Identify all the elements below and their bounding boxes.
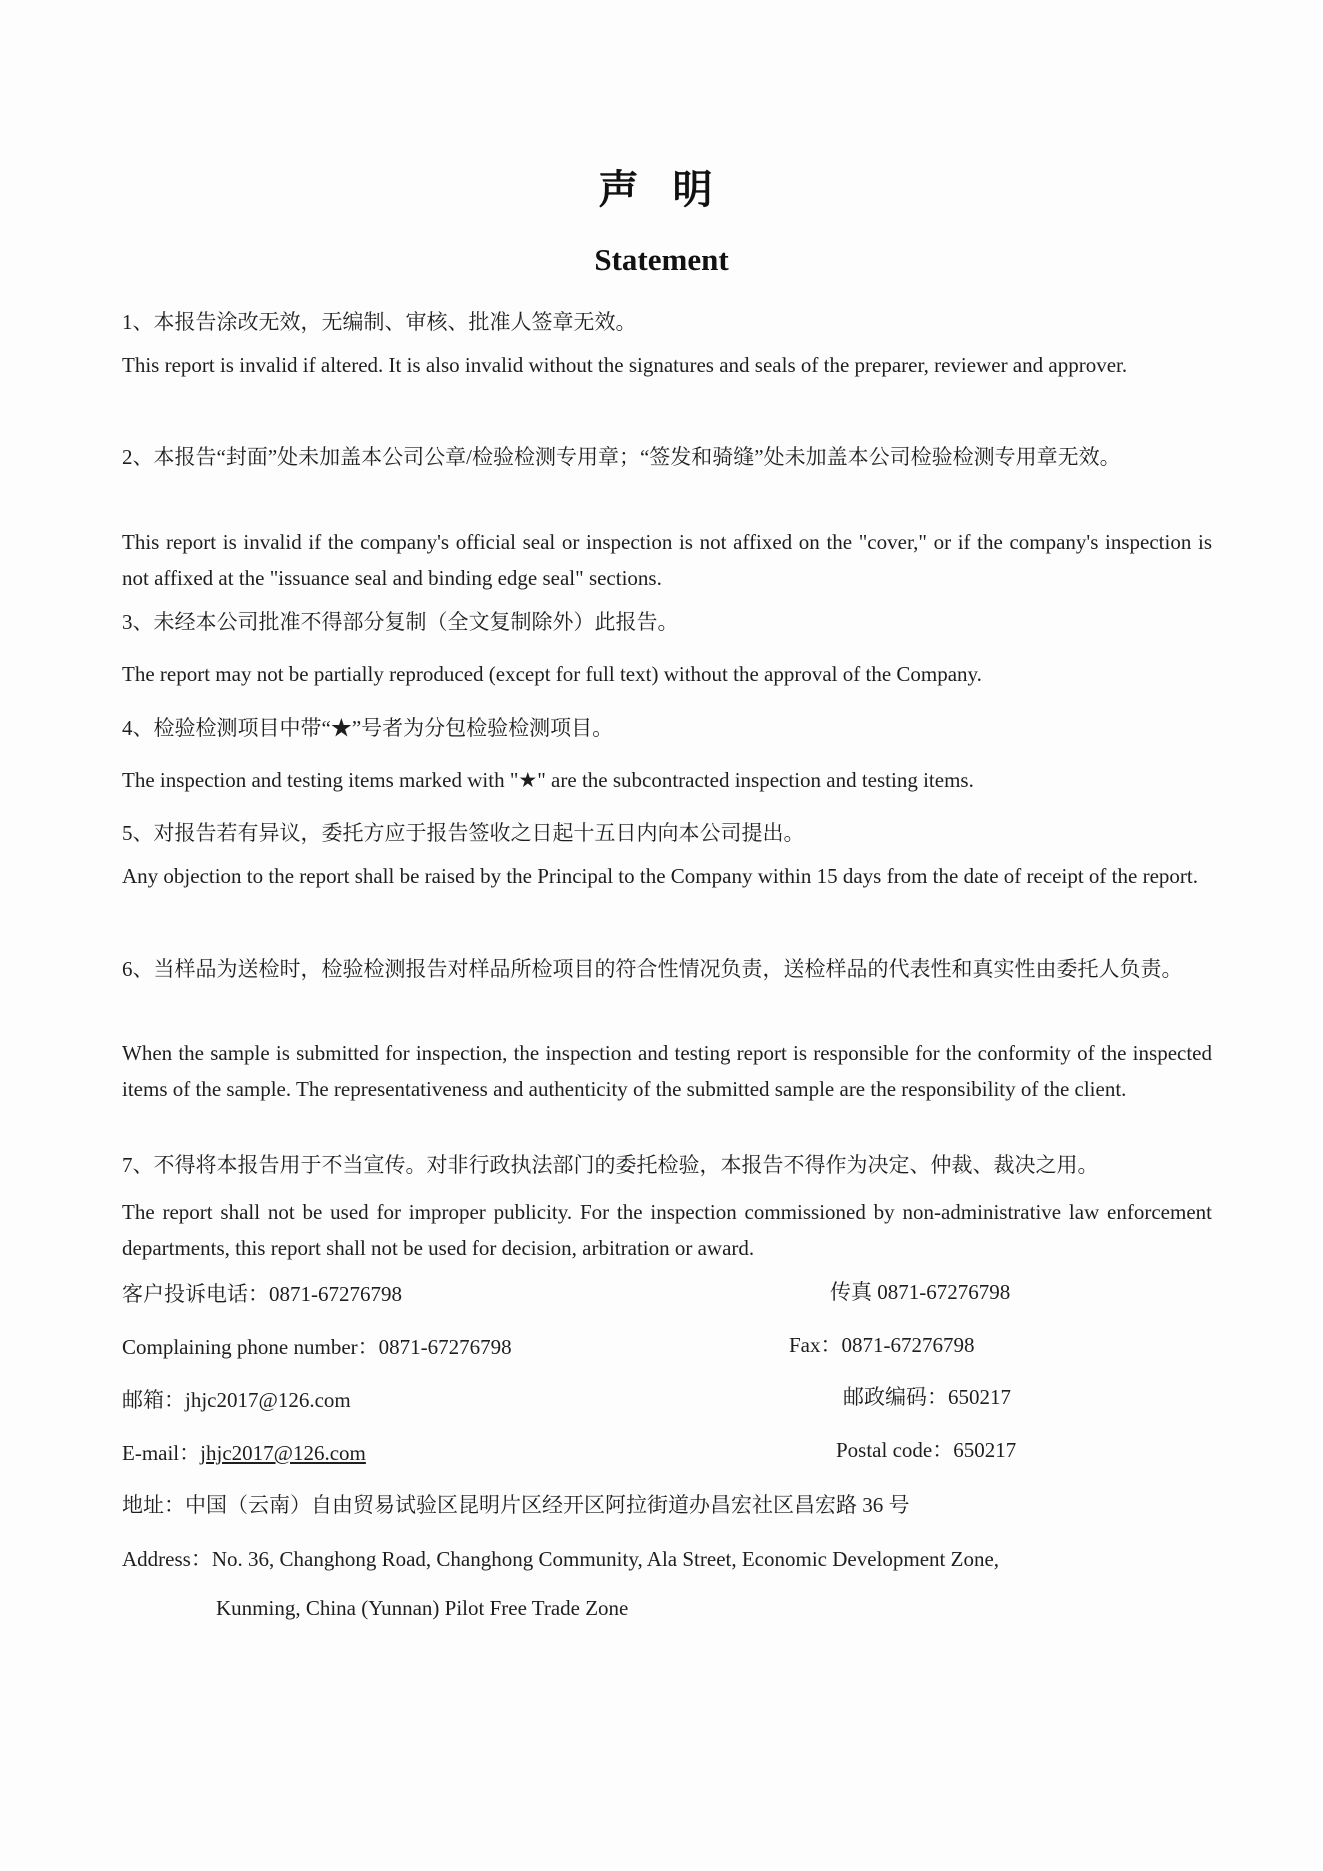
fax-cn: 传真 0871-67276798 xyxy=(830,1280,1011,1304)
statement-item-1-en: This report is invalid if altered. It is also invalid without the signatures and seals of the preparer, reviewer and approver. xyxy=(122,353,1128,377)
statement-item-5-en: Any objection to the report shall be raised by the Principal to the Company within 15 days from the date of receipt of the report. xyxy=(122,864,1198,888)
complaint-phone-en: Complaining phone number：0871-67276798 xyxy=(122,1335,512,1359)
statement-item-4-en: The inspection and testing items marked with "★" are the subcontracted inspection and testing items. xyxy=(122,768,974,792)
statement-item-7-en: The report shall not be used for improper publicity. For the inspection commissioned by non-administrative law enforcement departments, this report shall not be used for decision, arbitration or award. xyxy=(122,1200,1212,1260)
statement-item-1-cn: 1、本报告涂改无效，无编制、审核、批准人签章无效。 xyxy=(122,310,637,334)
postal-code-cn: 邮政编码：650217 xyxy=(843,1385,1011,1409)
email-link[interactable]: jhjc2017@126.com xyxy=(200,1441,366,1465)
statement-item-6-cn: 6、当样品为送检时，检验检测报告对样品所检项目的符合性情况负责，送检样品的代表性和真实性由委托人负责。 xyxy=(122,957,1183,981)
email-en-label: E-mail： xyxy=(122,1441,201,1465)
address-cn: 地址：中国（云南）自由贸易试验区昆明片区经开区阿拉街道办昌宏社区昌宏路 36 号 xyxy=(122,1493,910,1517)
email-en xyxy=(122,1437,366,1467)
address-en-line2: Kunming, China (Yunnan) Pilot Free Trade Zone xyxy=(216,1596,629,1620)
page-title-en: Statement xyxy=(594,242,729,277)
fax-en: Fax：0871-67276798 xyxy=(789,1333,975,1357)
statement-item-3-cn: 3、未经本公司批准不得部分复制（全文复制除外）此报告。 xyxy=(122,610,679,634)
email-cn: 邮箱：jhjc2017@126.com xyxy=(122,1388,351,1412)
statement-item-5-cn: 5、对报告若有异议，委托方应于报告签收之日起十五日内向本公司提出。 xyxy=(122,821,805,845)
statement-item-3-en: The report may not be partially reproduced (except for full text) without the approval of the Company. xyxy=(122,662,982,686)
postal-code-en: Postal code：650217 xyxy=(836,1438,1017,1462)
address-en-line1: Address：No. 36, Changhong Road, Changhong Community, Ala Street, Economic Development Zone, xyxy=(122,1547,1000,1571)
statement-item-2-en: This report is invalid if the company's official seal or inspection is not affixed on the "cover," or if the company's inspection is not affixed at the "issuance seal and binding edge seal" sections. xyxy=(122,530,1212,590)
page-title-cn: 声 明 xyxy=(598,167,725,212)
statement-item-4-cn: 4、检验检测项目中带“★”号者为分包检验检测项目。 xyxy=(122,716,614,740)
statement-item-2-cn: 2、本报告“封面”处未加盖本公司公章/检验检测专用章；“签发和骑缝”处未加盖本公司检验检测专用章无效。 xyxy=(122,445,1121,469)
complaint-phone-cn: 客户投诉电话：0871-67276798 xyxy=(122,1282,402,1306)
statement-item-6-en: When the sample is submitted for inspection, the inspection and testing report is responsible for the conformity of the inspected items of the sample. The representativeness and authenticity of the submitted sample are the responsibility of the client. xyxy=(122,1041,1212,1101)
statement-item-7-cn: 7、不得将本报告用于不当宣传。对非行政执法部门的委托检验，本报告不得作为决定、仲裁、裁决之用。 xyxy=(122,1153,1099,1177)
